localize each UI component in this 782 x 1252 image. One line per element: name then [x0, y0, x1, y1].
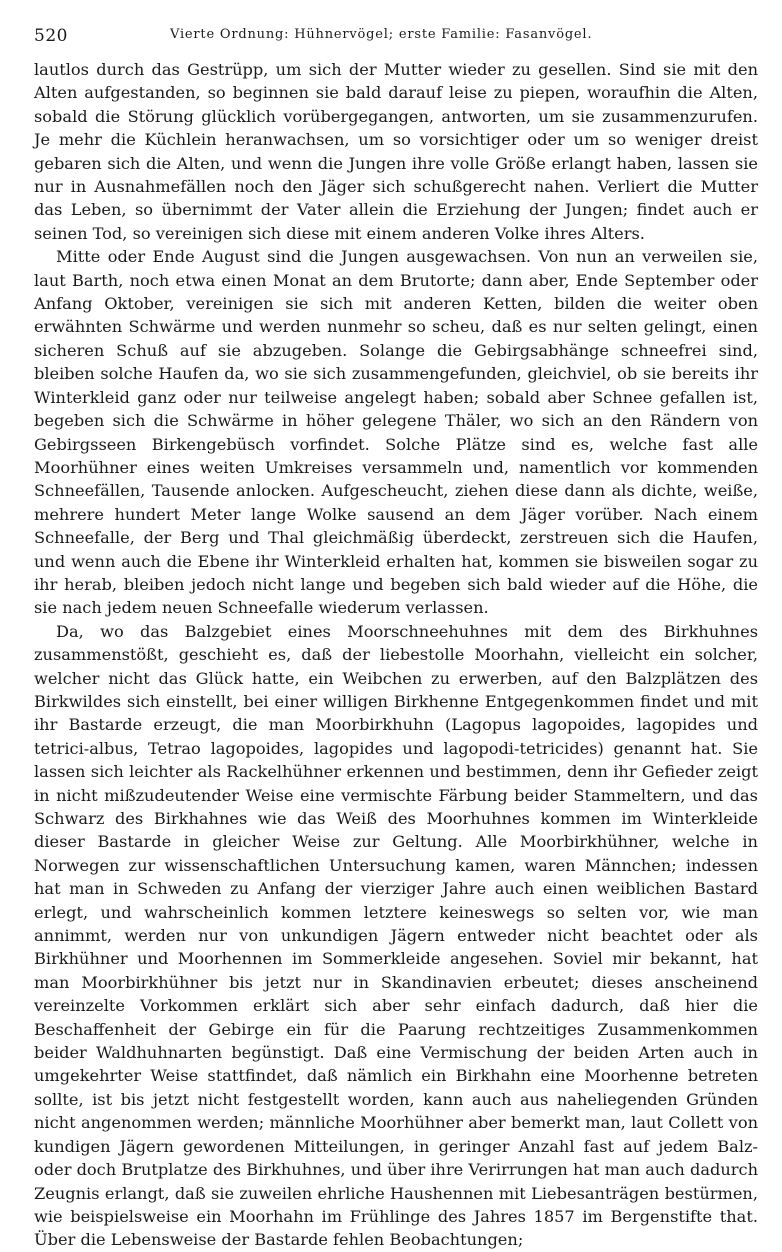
body-text — [34, 58, 758, 1252]
book-page — [34, 22, 758, 1250]
paragraph-3: Da, wo das Balzgebiet eines Moorschneehuhnes mit dem des Birkhuhnes zusammenstößt, geschieht es, daß der liebestolle Moorhahn, vielleicht ein solcher, welcher nicht das Glück hatte, ein Weibchen zu erwerben, auf den Balzplätzen des Birkwildes sich einstellt, bei einer willigen Birkhenne Entgegenkommen findet und mit ihr Bastarde erzeugt, die man Moorbirkhuhn (Lagopus lagopoides, lagopides und tetrici-albus, Tetrao lagopoides, lagopides und lagopodi-tetricides) genannt hat. Sie lassen sich leichter als Rackelhühner erkennen und bestimmen, denn ihr Gefieder zeigt in nicht mißzudeutender Weise eine vermischte Färbung beider Stammeltern, und das Schwarz des Birkhahnes wie das Weiß des Moorhuhnes kommen im Winterkleide dieser Bastarde in gleicher Weise zur Geltung. Alle Moorbirkhühner, welche in Norwegen zur wissenschaftlichen Untersuchung kamen, waren Männchen; indessen hat man in Schweden zu Anfang der vierziger Jahre auch einen weiblichen Bastard erlegt, und wahrscheinlich kommen letztere keineswegs so selten vor, wie man annimmt, werden nur von unkundigen Jägern entweder nicht beachtet oder als Birkhühner und Moorhennen im Sommerkleide angesehen. Soviel mir bekannt, hat man Moorbirkhühner bis jetzt nur in Skandinavien erbeutet; dieses anscheinend vereinzelte Vorkommen erklärt sich aber sehr einfach dadurch, daß hier die Beschaffenheit der Gebirge ein für die Paarung rechtzeitiges Zusammenkommen beider Waldhuhnarten begünstigt. Daß eine Vermischung der beiden Arten auch in umgekehrter Weise stattfindet, daß nämlich ein Birkhahn eine Moorhenne betreten sollte, ist bis jetzt nicht festgestellt worden, kann auch aus naheliegenden Gründen nicht angenommen werden; männliche Moorhühner aber bemerkt man, laut Collett von kundigen Jägern gewordenen Mitteilungen, in geringer Anzahl fast auf jedem Balz- oder doch Brutplatze des Birkhuhnes, und über ihre Verirrungen hat man auch dadurch Zeugnis erlangt, daß sie zuweilen ehrliche Haushennen mit Liebesanträgen bestürmen, wie beispielsweise ein Moorhahn im Frühlinge des Jahres 1857 im Bergenstifte that. Über die Lebensweise der Bastarde fehlen Beobachtungen; — [34, 621, 758, 1250]
page-header — [34, 22, 758, 48]
running-head: Vierte Ordnung: Hühnervögel; erste Familie: Fasanvögel. — [170, 27, 593, 42]
paragraph-1: lautlos durch das Gestrüpp, um sich der Mutter wieder zu gesellen. Sind sie mit den Alten aufgestanden, so beginnen sie bald darauf leise zu piepen, woraufhin die Alten, sobald die Störung glücklich vorübergegangen, antworten, um sie zusammenzurufen. Je mehr die Küchlein heranwachsen, um so vorsichtiger oder um so weniger dreist gebaren sich die Alten, und wenn die Jungen ihre volle Größe erlangt haben, lassen sie nur in Ausnahmefällen noch den Jäger sich schußgerecht nahen. Verliert die Mutter das Leben, so übernimmt der Vater allein die Erziehung der Jungen; findet auch er seinen Tod, so vereinigen sich diese mit einem anderen Volke ihres Alters. — [34, 60, 758, 243]
page-number: 520 — [34, 26, 68, 46]
paragraph-2: Mitte oder Ende August sind die Jungen ausgewachsen. Von nun an verweilen sie, laut Barth, noch etwa einen Monat an dem Brutorte; dann aber, Ende September oder Anfang Oktober, vereinigen sie sich mit anderen Ketten, bilden die weiter oben erwähnten Schwärme und werden nunmehr so scheu, daß es nur selten gelingt, einen sicheren Schuß auf sie abzugeben. Solange die Gebirgsabhänge schneefrei sind, bleiben solche Haufen da, wo sie sich zusammengefunden, gleichviel, ob sie bereits ihr Winterkleid ganz oder nur teilweise angelegt haben; sobald aber Schnee gefallen ist, begeben sich die Schwärme in höher gelegene Thäler, wo sich an den Rändern von Gebirgsseen Birkengebüsch vorfindet. Solche Plätze sind es, welche fast alle Moorhühner eines weiten Umkreises versammeln und, namentlich vor kommenden Schneefällen, Tausende anlocken. Aufgescheucht, ziehen diese dann als dichte, weiße, mehrere hundert Meter lange Wolke sausend an dem Jäger vorüber. Nach einem Schneefalle, der Berg und Thal gleichmäßig überdeckt, zerstreuen sich die Haufen, und wenn auch die Ebene ihr Winterkleid erhalten hat, kommen sie bisweilen sogar zu ihr herab, bleiben jedoch nicht lange und begeben sich bald wieder auf die Höhe, die sie nach jedem neuen Schneefalle wiederum verlassen. — [34, 247, 758, 618]
